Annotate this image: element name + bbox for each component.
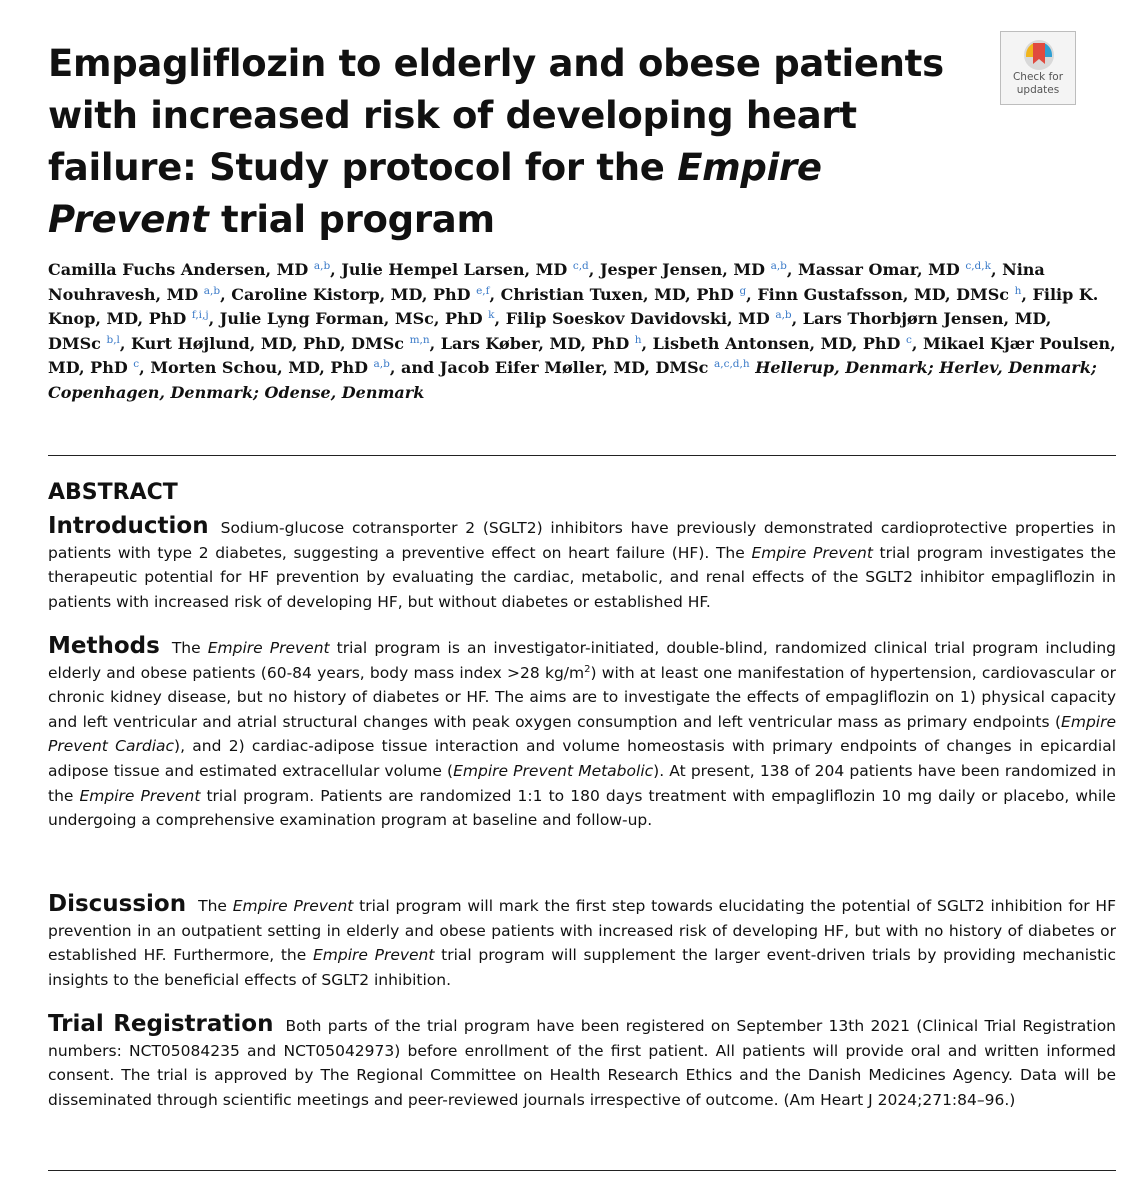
author-affiliation[interactable]: a,b bbox=[775, 309, 792, 322]
methods-trial-metabolic: Empire Prevent Metabolic bbox=[453, 761, 654, 780]
author-affiliation[interactable]: k bbox=[488, 309, 495, 322]
author-affiliation[interactable]: h bbox=[634, 333, 642, 346]
author-name: Filip Soeskov Davidovski, MD bbox=[505, 309, 770, 329]
author-name: Jacob Eifer Møller, MD, DMSc bbox=[439, 358, 709, 378]
author-affiliation[interactable]: c,d,k bbox=[965, 260, 991, 272]
author-name: Julie Hempel Larsen, MD bbox=[341, 260, 568, 279]
author-name: Caroline Kistorp, MD, PhD bbox=[231, 284, 471, 304]
methods-section bbox=[48, 634, 1116, 833]
methods-text-2: ) with at least one manifestation of hypertension, cardiovascular or chronic kidney disease, but no history of diabetes or HF. The aims are to investigate the effects of empagliflozin on 1) physical capacity and left ventricular and atrial structural changes with peak oxygen consumption and left ventricular mass as primary endpoints ( bbox=[48, 663, 1116, 731]
introduction-text-2: trial program investigates the therapeutic potential for HF prevention by evaluating the cardiac, metabolic, and renal effects of the SGLT2 inhibitor empagliflozin in patients with increased risk of developing HF, but without diabetes or established HF. bbox=[48, 543, 1116, 611]
crossmark-icon bbox=[1022, 38, 1056, 72]
author-affiliation[interactable]: a,c,d,h bbox=[713, 358, 750, 371]
author-list: Camilla Fuchs Andersen, MD $^{a,b}$, Julie Hempel Larsen, MD $^{c,d}$, Jesper Jensen, MD $^{a,b}$, Massar Omar, MD $^{c,d,k}$, Nina Nouhravesh, MD $^{a,b}$, Caroline Kistorp, MD, PhD $^{e,f}$, Christian Tuxen, MD, PhD $^g$, Finn Gustafsson, MD, DMSc $^h$, Filip K. Knop, MD, PhD $^{f,i,j}$, Julie Lyng Forman, MSc, PhD $^k$, Filip Soeskov Davidovski, MD $^{a,b}$, Lars Thorbjørn Jensen, MD, DMSc $^{b,l}$, Kurt Højlund, MD, PhD, DMSc $^{m,n}$, Lars Køber, MD, PhD $^h$, Lisbeth Antonsen, MD, PhD $^c$, Mikael Kjær Poulsen, MD, PhD $^c$, Morten Schou, MD, PhD $^{a,b}$, and Jacob Eifer Møller, MD, DMSc $^{a,c,d,h}$ Hellerup, Denmark; Herlev, Denmark; Copenhagen, Denmark; Odense, Denmark bbox=[48, 260, 1116, 402]
methods-trial-name-1: Empire Prevent bbox=[207, 639, 330, 657]
abstract-heading: ABSTRACT bbox=[48, 480, 178, 505]
author-affiliation[interactable]: a,b bbox=[203, 284, 221, 297]
author-name: Nina Nouhravesh, MD bbox=[48, 260, 1045, 304]
author-affiliation[interactable]: a,b bbox=[313, 260, 331, 272]
trial-registration-text: Both parts of the trial program have been registered on September 13th 2021 (Clinical Trial Registration numbers: NCT05084235 and NCT05042973) before enrollment of the first patient. All patients will provide oral and written informed consent. The trial is approved by The Regional Committee on Health Research Ethics and the Danish Medicines Agency. Data will be disseminated through scientific meetings and peer-reviewed journals irrespective of outcome. (Am Heart J 2024;271:84–96.) bbox=[48, 1017, 1116, 1109]
badge-line-2: updates bbox=[1016, 84, 1060, 96]
methods-trial-cardiac: Empire Prevent Cardiac bbox=[48, 712, 1116, 756]
author-affiliation[interactable]: c bbox=[133, 358, 140, 371]
author-locations: Hellerup, Denmark; Herlev, Denmark; Copenhagen, Denmark; Odense, Denmark bbox=[48, 358, 1097, 402]
author-conjunction: and bbox=[401, 358, 435, 378]
author-name: Lars Køber, MD, PhD bbox=[440, 333, 630, 353]
author-affiliation[interactable]: g bbox=[739, 284, 747, 297]
introduction-section bbox=[48, 514, 1116, 614]
author-affiliation[interactable]: a,b bbox=[770, 260, 787, 272]
methods-superscript: 2 bbox=[584, 663, 591, 675]
author-affiliation[interactable]: a,b bbox=[373, 358, 390, 371]
author-affiliation[interactable]: e,f bbox=[476, 284, 490, 297]
badge-text bbox=[1001, 71, 1075, 97]
methods-text-4: ). At present, 138 of 204 patients have been randomized in the bbox=[48, 761, 1117, 805]
trial-registration-heading: Trial Registration bbox=[48, 1011, 274, 1037]
methods-text-1: trial program is an investigator-initiated, double-blind, randomized clinical trial program including elderly and obese patients (60-84 years, body mass index >28 kg/m bbox=[48, 639, 1116, 682]
introduction-heading: Introduction bbox=[48, 513, 209, 539]
author-name: Lisbeth Antonsen, MD, PhD bbox=[652, 333, 901, 353]
methods-text-5: trial program. Patients are randomized 1:1 to 180 days treatment with empagliflozin 10 mg daily or placebo, while undergoing a comprehensive examination program at baseline and follow-up. bbox=[48, 786, 1116, 830]
author-name: Julie Lyng Forman, MSc, PhD bbox=[219, 309, 483, 329]
discussion-trial-name-2: Empire Prevent bbox=[312, 946, 435, 965]
author-affiliation[interactable]: h bbox=[1014, 284, 1022, 297]
author-name: Filip K. Knop, MD, PhD bbox=[48, 284, 1099, 329]
discussion-heading: Discussion bbox=[48, 891, 187, 917]
author-name: Christian Tuxen, MD, PhD bbox=[500, 284, 734, 304]
check-for-updates-badge[interactable] bbox=[1000, 31, 1076, 105]
methods-trial-name-2: Empire Prevent bbox=[79, 786, 201, 805]
author-name: Camilla Fuchs Andersen, MD bbox=[48, 260, 309, 279]
methods-text-0: The bbox=[171, 639, 208, 657]
introduction-text-1: Sodium-glucose cotransporter 2 (SGLT2) inhibitors have previously demonstrated cardioprotective properties in patients with type 2 diabetes, suggesting a preventive effect on heart failure (HF). The bbox=[48, 519, 1116, 562]
author-name: Massar Omar, MD bbox=[798, 260, 960, 279]
author-name: Morten Schou, MD, PhD bbox=[150, 358, 368, 378]
author-affiliation[interactable]: c,d bbox=[572, 260, 589, 272]
author-affiliation[interactable]: f,i,j bbox=[191, 309, 209, 322]
author-name: Mikael Kjær Poulsen, MD, PhD bbox=[48, 333, 1116, 378]
title-trial-name: Empire Prevent bbox=[48, 146, 822, 241]
author-name: Finn Gustafsson, MD, DMSc bbox=[757, 284, 1010, 304]
discussion-trial-name-1: Empire Prevent bbox=[232, 897, 354, 915]
trial-registration-section bbox=[48, 1012, 1116, 1112]
methods-heading: Methods bbox=[48, 633, 160, 659]
author-affiliation[interactable]: m,n bbox=[409, 333, 430, 346]
discussion-section bbox=[48, 892, 1116, 992]
author-name: Kurt Højlund, MD, PhD, DMSc bbox=[131, 333, 405, 353]
author-affiliation[interactable]: b,l bbox=[106, 333, 120, 346]
title-part-2: trial program bbox=[208, 198, 495, 241]
author-name: Jesper Jensen, MD bbox=[599, 260, 765, 279]
author-name: Lars Thorbjørn Jensen, MD, DMSc bbox=[48, 309, 1052, 353]
badge-line-1: Check for bbox=[1012, 71, 1064, 83]
methods-text-3: ), and 2) cardiac-adipose tissue interaction and volume homeostasis with primary endpoints of changes in epicardial adipose tissue and estimated extracellular volume ( bbox=[48, 737, 1116, 780]
discussion-text-1: trial program will mark the first step towards elucidating the potential of SGLT2 inhibition for HF prevention in an outpatient setting in elderly and obese patients with increased risk of developing HF, but with no history of diabetes or established HF. Furthermore, the bbox=[48, 897, 1117, 965]
discussion-text-0: The bbox=[198, 897, 233, 915]
article-title bbox=[48, 38, 968, 246]
author-affiliation[interactable]: c bbox=[905, 333, 912, 346]
bottom-divider bbox=[48, 1170, 1116, 1171]
top-divider bbox=[48, 455, 1116, 456]
title-part-1: Empagliflozin to elderly and obese patients with increased risk of developing heart failure: Study protocol for the bbox=[48, 42, 944, 189]
introduction-trial-name: Empire Prevent bbox=[751, 543, 873, 562]
discussion-text-2: trial program will supplement the larger event-driven trials by providing mechanistic insights to the beneficial effects of SGLT2 inhibition. bbox=[48, 946, 1116, 989]
